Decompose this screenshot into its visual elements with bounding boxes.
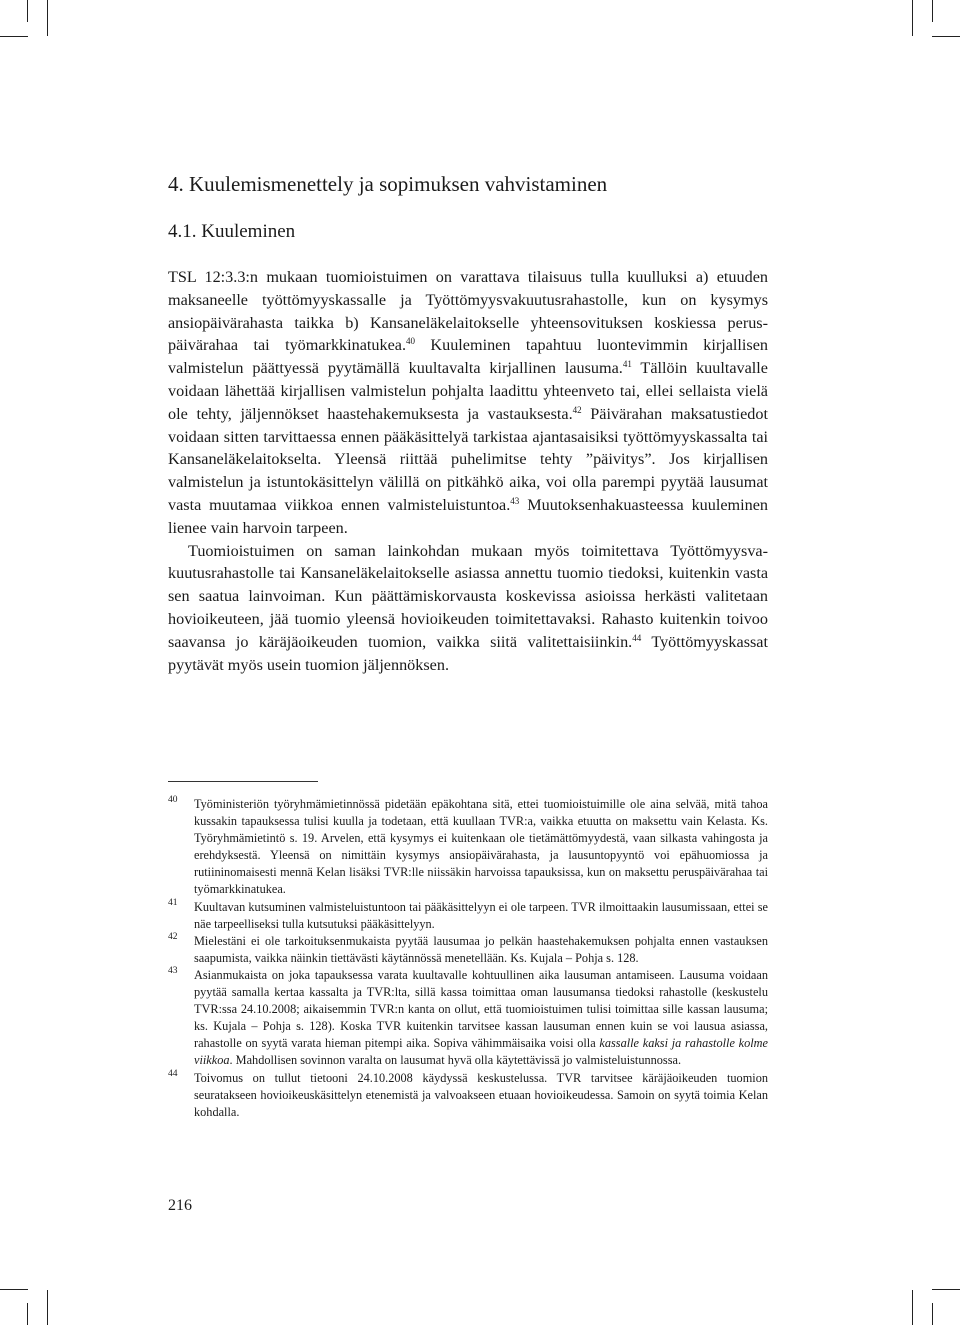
crop-mark-bottom-left-v	[47, 1290, 48, 1325]
paragraph-2	[168, 540, 768, 677]
page-number: 216	[168, 1197, 192, 1214]
paragraph-1-text-d: Päivärahan maksatustiedot voidaan sitten tarvittaessa ennen pääkäsittelyä tarkistaa ajantasaisiksi työttömyyskassalta tai Kansaneläkelaitokselta. Yleensä riittää puhelimitse tehty ”päivitys”. Jos kirjallisen valmistelun ja istuntokäsittelyn välillä on pitkähkö aika, voi olla parempi pyytää lausumat vasta muutamaa viikkoa ennen valmisteluistuntoa.	[168, 404, 768, 514]
footnote-number: 40	[168, 795, 178, 805]
crop-mark-top-left-h	[0, 36, 28, 37]
crop-mark-bottom-right-h	[932, 1289, 960, 1290]
footnote-italic-text: kassalle kaksi ja rahastolle kolme viikkoa	[194, 1036, 768, 1068]
footnote-ref-42[interactable]: 42	[572, 404, 582, 415]
footnote-ref-43[interactable]: 43	[510, 495, 520, 506]
footnote-text: Asianmukaista on joka tapauksessa varata kuultavalle kohtuullinen aika lausuman antamiseen. Lausuma voidaan pyytää samalla kertaa kassalta ja TVR:lta, sillä kassa toimittaa oman lausumansa tiedoksi rahastolle (keskustelu TVR:ssa 24.10.2008; aikaisemmin TVR:n kanta on ollut, että tuomioistuimen tulisi toimittaa sille kassan lausuma; ks. Kujala – Pohja s. 128). Koska TVR kuitenkin tarvitsee kassan lausuman ennen kuin se voi lausua asiassa, rahastolle on syytä varata hieman pitempi aika. Sopiva vähimmäisaika voisi olla	[194, 967, 768, 1051]
footnotes	[168, 796, 768, 1121]
footnote-ref-40[interactable]: 40	[406, 336, 416, 347]
footnote-number: 41	[168, 897, 178, 908]
footnote-number: 44	[168, 1068, 178, 1079]
section-title: 4.1. Kuuleminen	[168, 221, 296, 242]
footnote-number: 43	[168, 965, 178, 976]
paragraph-1	[168, 266, 768, 540]
paragraph-1-text-b: Kuuleminen tapahtuu luontevimmin kirjallisen valmistelun päättyessä pyytämällä kuultavalta kirjallinen lausuma.	[168, 336, 768, 378]
footnote-44	[168, 1070, 768, 1121]
paragraph-1-text-a: TSL 12:3.3:n mukaan tuomioistuimen on varattava tilaisuus tulla kuulluksi a) etuuden maksaneelle työttömyyskassalle ja Työttömyysvakuutusrahastolle, kun on kysymys ansiopäivärahasta taikka b) Kansaneläkelaitokselle yhteensovituksen koskiessa peruspäivärahaa tai työmarkkinatukea.	[168, 268, 768, 355]
footnote-text: Mielestäni ei ole tarkoituksenmukaista pyytää lausumaa jo pelkän haastehakemuksen pohjalta ennen vastauksen saapumista, vaikka näinkin tiettävästi käytännössä menetellään. Ks. Kujala – Pohja s. 128.	[194, 933, 768, 965]
body-text	[168, 266, 768, 676]
paragraph-2-text-a: Tuomioistuimen on saman lainkohdan mukaan myös toimitettava Työttömyysvakuutusrahastolle tai Kansaneläkelaitokselle asiassa annettu tuomio tiedoksi, kuitenkin vasta sen saatua lainvoiman. Kun päättämiskorvausta koskevissa asioissa herkästi valitetaan hovioikeuteen, jää tuomio yleensä hovioikeuden toimitettavaksi. Rahasto kuitenkin toivoo saavansa jo käräjäoikeuden tuomion, vaikka siitä valitettaisiinkin.	[168, 541, 768, 651]
crop-mark-top-right-v2	[932, 0, 933, 22]
chapter-title: 4. Kuulemismenettely ja sopimuksen vahvistaminen	[168, 172, 608, 196]
crop-mark-top-right-v	[912, 0, 913, 36]
footnote-text: Toivomus on tullut tietooni 24.10.2008 käydyssä keskustelussa. TVR tarvitsee käräjäoikeuden tuomion seuratakseen hovioikeuskäsittelyn etenemistä ja valvoakseen etuaan hovioikeudessa. Samoin on syytä toimia Kelan kohdalla.	[194, 1070, 768, 1119]
footnote-ref-44[interactable]: 44	[632, 632, 642, 643]
footnote-text: Kuultavan kutsuminen valmisteluistuntoon tai pääkäsittelyyn ei ole tarpeen. TVR ilmoittaakin lausumissaan, ettei se näe tarpeelliseksi tulla kutsutuksi pääkäsittelyyn.	[194, 899, 768, 931]
footnote-text: Työministeriön työryhmämietinnössä pidetään epäkohtana sitä, ettei tuomioistuimille ole aina selvää, mitä tahoa kussakin tapauksessa tulisi kuulla ja todetaan, että kuullaan TVR:a, vaikka etuutta on maksettu vain Kelasta. Ks. Työryhmämietintö s. 19. Arvelen, että kysymys ei kuitenkaan ole tietämättömyydestä, vaan silkasta vahingosta ja erehdyksestä. Yleensä on nimittäin kysymys ansiopäivärahasta, ja lausuntopyyntö voi epähuomiossa ja rutiininomaisesti mennä Kelan lisäksi TVR:lle niissäkin harvoissa tapauksissa, kun on maksettu peruspäivärahaa tai työmarkkinatukea.	[194, 797, 768, 897]
crop-mark-top-right-h	[932, 36, 960, 37]
footnote-41	[168, 899, 768, 933]
paragraph-1-text-e: Muutoksenhakuasteessa kuuleminen lienee vain harvoin tarpeen.	[168, 495, 768, 537]
paragraph-2-text-b: Työttömyyskassat pyytävät myös usein tuomion jäljennöksen.	[168, 632, 768, 674]
footnote-40	[168, 796, 768, 899]
footnote-43	[168, 967, 768, 1070]
footnote-text-end: . Mahdollisen sovinnon varalta on lausumat hyvä olla käytettävissä jo valmisteluistunnossa.	[229, 1053, 682, 1068]
footnote-number: 42	[168, 931, 178, 942]
crop-mark-top-left-v	[47, 0, 48, 36]
crop-mark-bottom-left-v2	[27, 1303, 28, 1325]
footnote-42	[168, 933, 768, 967]
crop-mark-bottom-right-v	[912, 1290, 913, 1325]
footnote-separator	[168, 781, 318, 782]
crop-mark-top-left-v2	[27, 0, 28, 22]
crop-mark-bottom-right-v2	[932, 1303, 933, 1325]
crop-mark-bottom-left-h	[0, 1289, 28, 1290]
footnote-ref-41[interactable]: 41	[622, 359, 632, 370]
paragraph-1-text-c: Tällöin kuultavalle voidaan lähettää kirjallisen valmistelun pohjalta laadittu yhteenveto tai, ellei sellaista vielä ole tehty, jäljennökset haastehakemuksesta ja vastauksesta.	[168, 359, 768, 423]
